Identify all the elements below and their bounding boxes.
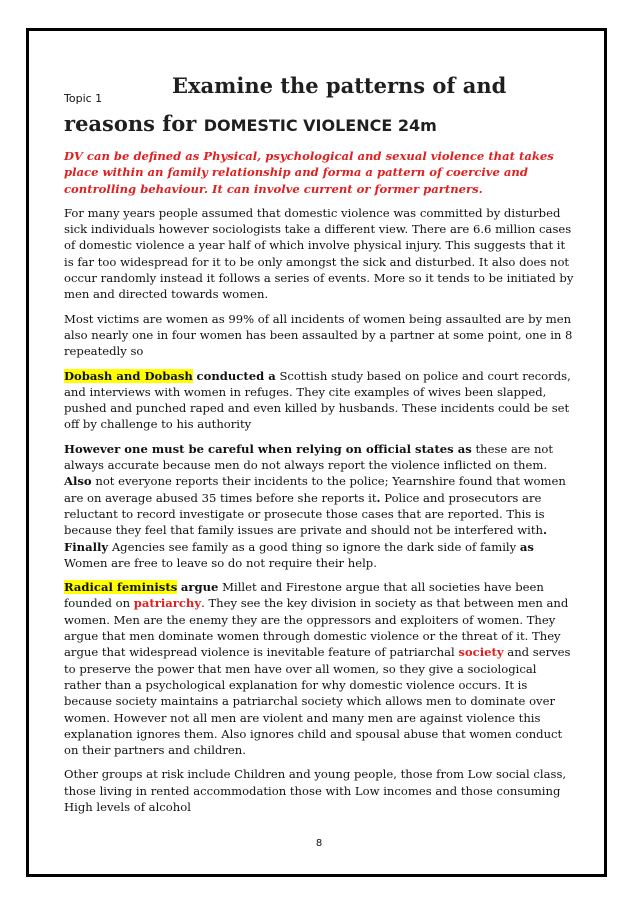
- paragraph-text: and serves to preserve the power that men have over all women, so they give a sociological rather than a psychological explanation for why domestic violence occurs. It is because society maintains a patriarchal society which allows men to dominate over women. However not all men are violent and many men are against violence this explanation ignores them. Also ignores child and spousal abuse that women conduct on their partners and children.: [64, 645, 571, 758]
- paragraph-text: Police and prosecutors are reluctant to record investigate or prosecute those cases that are reported. This is because they feel that family issues are private and should not be interfered with: [64, 490, 545, 538]
- paragraph-5: [64, 579, 574, 758]
- paragraph-text: Scottish study based on police and court records, and interviews with women in refuges. They cite examples of wives been slapped, pushed and punched raped and even killed by husbands. These incidents could be set off by challenge to his authority: [64, 368, 571, 432]
- paragraph-6: Other groups at risk include Children and young people, those from Low social class, those living in rented accommodation those with Low incomes and those consuming High levels of alcohol: [64, 767, 567, 814]
- red-term-patriarchy: patriarchy: [133, 596, 202, 611]
- page-number: 8: [315, 838, 323, 849]
- paragraph-text: Millet and Firestone argue that all societies have been founded on: [64, 580, 544, 611]
- title-row: [64, 73, 574, 110]
- paragraph-text: Women are free to leave so do not require their help.: [64, 555, 377, 570]
- red-term-society: society: [458, 645, 504, 660]
- bold-text: as: [519, 539, 534, 554]
- highlight-dobash: Dobash and Dobash: [64, 368, 193, 383]
- paragraph-text: not everyone reports their incidents to the police; Yearnshire found that women are on average abused 35 times before she reports it: [64, 474, 566, 505]
- paragraph-4: [64, 441, 574, 571]
- bold-text: conducted a: [196, 368, 276, 383]
- definition-paragraph: DV can be defined as Physical, psychological and sexual violence that takes place within an family relationship and forma a pattern of coercive and controlling behaviour. It can involve current or former partners.: [64, 149, 554, 196]
- title-caps: DOMESTIC VIOLENCE 24m: [203, 116, 437, 135]
- bold-text: Also: [64, 474, 92, 489]
- paragraph-1: For many years people assumed that domestic violence was committed by disturbed sick individuals however sociologists take a different view. There are 6.6 million cases of domestic violence a year half of which involve physical injury. This suggests that it is far too widespread for it to be only amongst the sick and disturbed. It also does not occur randomly instead it follows a series of events. More so it tends to be initiated by men and directed towards women.: [64, 205, 574, 302]
- paragraph-text: . They see the key division in society as that between men and women. Men are the enemy they are the oppressors and exploiters of women. They argue that men dominate women through domestic violence or the threat of it. They argue that widespread violence is inevitable feature of patriarchal: [64, 596, 569, 660]
- paragraph-3: [64, 368, 574, 433]
- paragraph-2: Most victims are women as 99% of all incidents of women being assaulted are by men also nearly one in four women has been assaulted by a partner at some point, one in 8 repeatedly so: [64, 311, 573, 359]
- paragraph-text: these are not always accurate because men do not always report the violence inflicted on them.: [64, 441, 554, 473]
- bold-text: Finally: [64, 539, 109, 554]
- title-part2: reasons for: [64, 111, 197, 136]
- highlight-radical-feminists: Radical feminists: [64, 580, 178, 595]
- bold-text: .: [376, 490, 381, 505]
- bold-text: argue: [180, 580, 219, 595]
- paragraph-text: Agencies see family as a good thing so ignore the dark side of family: [111, 539, 517, 554]
- bold-text: .: [543, 523, 548, 538]
- title-part1: Examine the patterns of and: [172, 73, 507, 98]
- topic-label: Topic 1: [64, 92, 103, 105]
- document-body: [64, 73, 574, 823]
- title-row-2: [64, 110, 574, 140]
- bold-text: However one must be careful when relying on official states as: [64, 441, 472, 456]
